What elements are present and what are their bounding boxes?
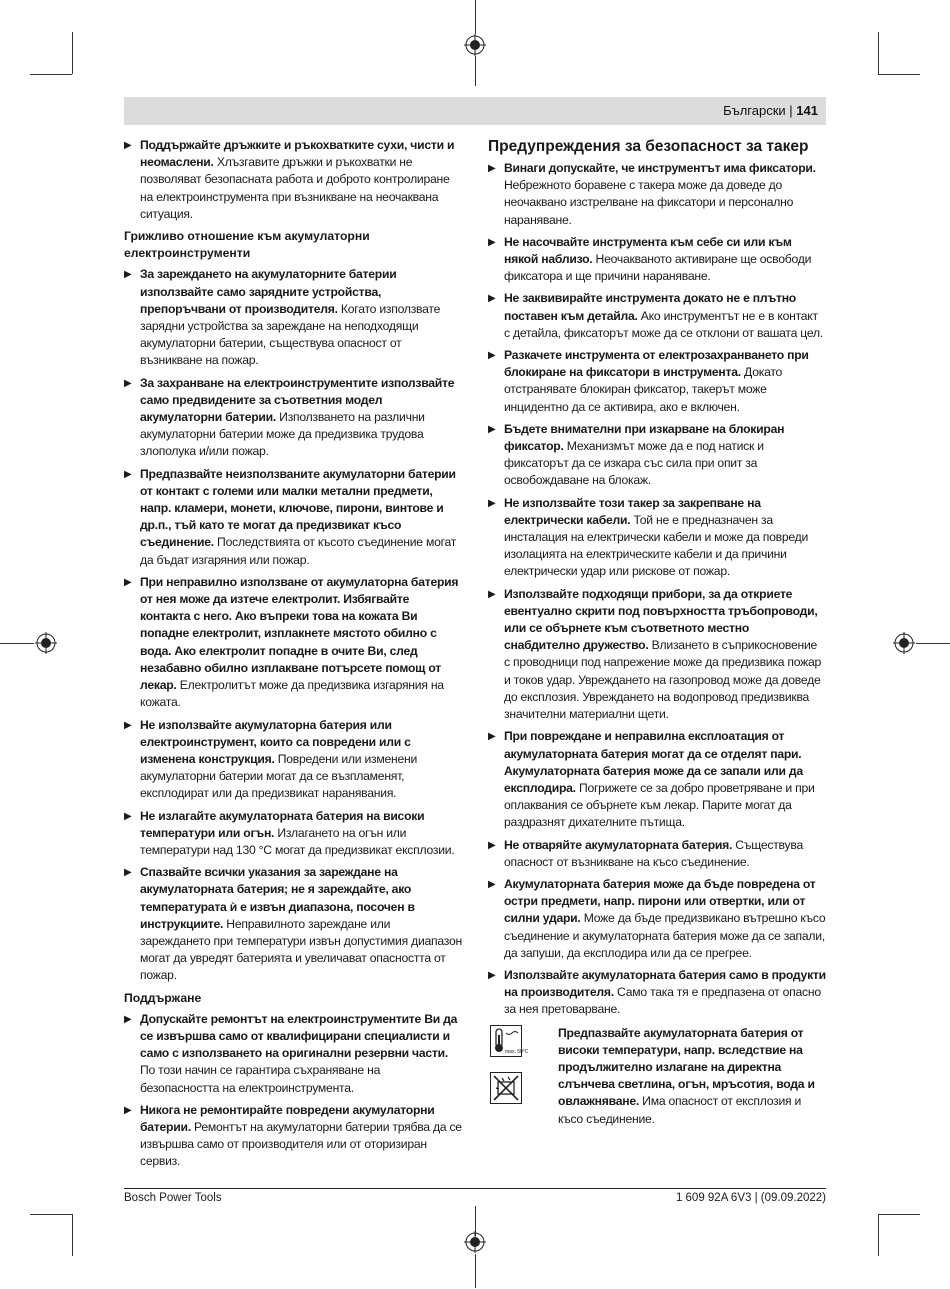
list-item — [124, 266, 462, 369]
list-item — [488, 347, 826, 416]
bullet-arrow-icon: ▶ — [488, 163, 496, 174]
item-body-text: Той не е предназначен за инсталация на електрически кабели и може да повреди изолацията на електрическите кабели и да причини електрически удар или рискове от пожар. — [504, 512, 809, 579]
crop-mark — [916, 643, 950, 644]
item-bold-text: Акумулаторната батерия може да бъде повредена от остри предмети, напр. пирони или отвертки, или от силни удари. — [504, 876, 816, 926]
right-items — [488, 160, 826, 1019]
list-item — [124, 574, 462, 712]
item-body-text: Механизмът може да е под натиск и фиксаторът да се изкара със сила при опит за освобождаване на блокаж. — [504, 439, 764, 488]
icon-note-bold: Предпазвайте акумулаторната батерия от високи температури, напр. вследствие на продължително излагане на директна слънчева светлина, огън, мръсотия, вода и овлажняване. — [558, 1025, 815, 1109]
page-header — [124, 97, 826, 125]
bullet-arrow-icon: ▶ — [488, 350, 496, 362]
item-bold-text: Не използвайте този такер за закрепване на електрически кабели. — [504, 495, 761, 527]
bullet-arrow-icon: ▶ — [488, 497, 496, 509]
list-item — [124, 137, 462, 223]
header-language: Български — [723, 103, 786, 118]
item-body-text: Използването на различни акумулаторни батерии може да предизвика трудова злополука и/или пожар. — [140, 410, 425, 459]
item-body-text: Погрижете се за добро проветряване и при оплаквания се обърнете към лекар. Парите могат да раздразнят дихателните пътища. — [504, 780, 815, 830]
item-body-text: Повредени или изменени акумулаторни батерии могат да се възпламенят, експлодират или да предизвикат наранявания. — [140, 751, 418, 801]
crop-mark — [0, 643, 34, 644]
list-item — [488, 495, 826, 581]
list-item — [124, 717, 462, 803]
icon-note — [488, 1025, 826, 1128]
item-bold-text: Бъдете внимателни при изкарване на блокиран фиксатор. — [504, 421, 785, 454]
icon-group — [488, 1025, 558, 1128]
item-bold-text: Не излагайте акумулаторната батерия на високи температури или огън. — [140, 808, 425, 840]
item-bold-text: При неправилно използване от акумулаторна батерия от нея може да изтече електролит. Избягвайте контакта с него. Ако въпреки това на кожата Ви попадне електролит, изплакнете мястото обилно с вода. Ако електролит попадне в очите Ви, след незабавно обилно изплакване потърсете помощ от лекар. — [140, 574, 459, 693]
item-bold-text: За зареждането на акумулаторните батерии използвайте само зарядните устройства, препоръчвани от производителя. — [140, 267, 397, 316]
crop-mark — [475, 1254, 476, 1288]
bullet-arrow-icon: ▶ — [124, 1104, 132, 1116]
item-body-text: Когато използвате зарядни устройства за зареждане на неподходящи акумулаторни батерии, съществува опасност от възникване на пожар. — [140, 301, 441, 368]
item-body-text: Неочакваното активиране ще освободи фиксатора и ще причини нараняване. — [504, 252, 812, 284]
crop-mark — [475, 56, 476, 86]
crop-mark — [72, 1214, 73, 1256]
list-item — [488, 160, 826, 229]
item-bold-text: Използвайте подходящи прибори, за да откриете евентуално скрити под повърхността тръбопроводи, или се обърнете към съответното местно снабдително дружество. — [504, 586, 818, 653]
item-body-text: Неправилното зареждане или зареждането при температури извън допустимия диапазон могат да увредят батерията и увеличават опасността от пожар. — [140, 916, 462, 983]
item-bold-text: Не насочвайте инструмента към себе си или към някой наблизо. — [504, 234, 792, 267]
item-body-text: Ремонтът на акумулаторни батерии трябва да се извършва само от производителя или от оторизиран сервиз. — [140, 1119, 462, 1169]
list-item — [488, 234, 826, 286]
bullet-arrow-icon: ▶ — [124, 867, 132, 879]
footer-brand: Bosch Power Tools — [124, 1192, 222, 1204]
registration-mark-icon — [464, 1231, 486, 1253]
item-bold-text: Разкачете инструмента от електрозахранването при блокиране на фиксатори в инструмента. — [504, 348, 809, 380]
crop-mark — [475, 0, 476, 34]
icon-note-body: Има опасност от експлозия и късо съединение. — [558, 1094, 802, 1126]
item-bold-text: Използвайте акумулаторната батерия само в продукти на производителя. — [504, 967, 826, 1000]
item-body-text: Последствията от късото съединение могат да бъдат изгаряния или пожар. — [140, 535, 457, 567]
item-bold-text: За захранване на електроинструментите използвайте само предвидените за съответния модел акумулаторни батерии. — [140, 375, 455, 425]
crop-mark — [878, 1214, 920, 1215]
bullet-arrow-icon: ▶ — [124, 1013, 132, 1025]
item-bold-text: Не използвайте акумулаторна батерия или електроинструмент, които са повредени или с изменена конструкция. — [140, 717, 411, 766]
thermometer-icon — [490, 1025, 529, 1057]
item-bold-text: При повреждане и неправилна експлоатация от акумулаторната батерия могат да се отделят пари. Акумулаторната батерия може да се запали или да експлодира. — [504, 729, 803, 795]
bullet-arrow-icon: ▶ — [124, 576, 132, 588]
bullet-arrow-icon: ▶ — [124, 377, 132, 389]
list-item — [488, 837, 826, 871]
stapler-section-title: Предупреждения за безопасност за такер — [488, 138, 809, 155]
crop-mark — [30, 1214, 72, 1215]
item-body-text: Влизането в съприкосновение с проводници под напрежение може да предизвика пожар и токов удар. Увреждането на газопровод може да доведе до експлозия. Увреждането на водопровод предизвиква значителни материални щети. — [504, 638, 822, 722]
footer-rule — [124, 1188, 826, 1189]
no-water-icon — [490, 1072, 522, 1104]
list-item — [124, 466, 462, 569]
list-item — [488, 421, 826, 490]
crop-mark — [30, 74, 72, 75]
page-number: 141 — [796, 103, 818, 118]
item-body-text: По този начин се гарантира съхраняване на безопасността на електроинструмента. — [140, 1063, 381, 1095]
item-body-text: Докато отстранявате блокиран фиксатор, такерът може инцидентно да се активира, ако е включен. — [504, 365, 783, 414]
registration-mark-icon — [893, 632, 915, 654]
left-column — [124, 137, 462, 1176]
battery-section-title: Грижливо отношение към акумулаторни електроинструменти — [124, 229, 370, 261]
item-bold-text: Предпазвайте неизползваните акумулаторни батерии от контакт с големи или малки метални предмети, напр. кламери, монети, ключове, пирони, винтове и др.п., тъй като те могат да предизвикат късо съединение. — [140, 466, 456, 550]
item-body-text: Електролитът може да предизвика изгаряния на кожата. — [140, 678, 444, 710]
registration-mark-icon — [464, 34, 486, 56]
right-column — [488, 137, 826, 1128]
list-item — [488, 728, 826, 831]
item-body-text: Съществува опасност от възникване на късо съединение. — [504, 837, 803, 869]
item-body-text: Ако инструментът не е в контакт с детайла, фиксаторът може да се отклони от вашата цел. — [504, 308, 823, 340]
list-item — [488, 290, 826, 342]
bullet-arrow-icon: ▶ — [488, 839, 496, 851]
item-body-text: Само така тя е предпазена от опасно за нея претоварване. — [504, 985, 821, 1017]
item-body-text: Излагането на огън или температури над 130 °C могат да предизвикат експлозии. — [140, 825, 455, 857]
icon-note-text — [558, 1025, 826, 1128]
item-bold-text: Спазвайте всички указания за зареждане на акумулаторната батерия; не я зареждайте, ако температурата ѝ е извън диапазона, посочен в инструкциите. — [140, 865, 415, 931]
bullet-arrow-icon: ▶ — [124, 140, 132, 151]
bullet-arrow-icon: ▶ — [488, 731, 496, 743]
item-bold-text: Никога не ремонтирайте повредени акумулаторни батерии. — [140, 1102, 435, 1134]
service-section-title: Поддържане — [124, 990, 202, 1005]
item-bold-text: Винаги допускайте, че инструментът има фиксатори. — [504, 161, 816, 175]
header-text: Български | 141 — [723, 103, 818, 118]
bullet-arrow-icon: ▶ — [124, 810, 132, 822]
list-item — [488, 876, 826, 962]
registration-mark-icon — [35, 632, 57, 654]
item-body-text: Може да бъде предизвикано вътрешно късо съединение и акумулаторната батерия може да се запали, да запуши, да експлодира или да се прегрее. — [504, 911, 826, 960]
bullet-arrow-icon: ▶ — [124, 468, 132, 480]
icon-temp-label: max. 50°C — [505, 1048, 529, 1055]
list-item — [124, 864, 462, 984]
list-item — [124, 375, 462, 461]
crop-mark — [878, 74, 920, 75]
footer-doc-id: 1 609 92A 6V3 | (09.09.2022) — [675, 1192, 826, 1204]
battery-items — [124, 266, 462, 984]
bullet-arrow-icon: ▶ — [488, 588, 496, 600]
left-items-a — [124, 137, 462, 223]
item-bold-text: Допускайте ремонтът на електроинструментите Ви да се извършва само от квалифицирани специалисти и само с използването на оригинални резервни части. — [140, 1011, 458, 1061]
bullet-arrow-icon: ▶ — [488, 878, 496, 890]
list-item — [124, 1102, 462, 1171]
item-body-text: Хлъзгавите дръжки и ръкохватки не позволяват безопасната работа и доброто контролиране на електроинструмента при възникване на неочаквана ситуация. — [140, 155, 450, 221]
list-item — [488, 586, 826, 724]
item-bold-text: Не отваряйте акумулаторната батерия. — [504, 837, 733, 852]
list-item — [124, 1011, 462, 1097]
bullet-arrow-icon: ▶ — [124, 269, 132, 281]
crop-mark — [878, 32, 879, 74]
item-bold-text: Поддържайте дръжките и ръкохватките сухи, чисти и неомаслени. — [140, 138, 455, 170]
service-items — [124, 1011, 462, 1171]
bullet-arrow-icon: ▶ — [488, 236, 496, 248]
bullet-arrow-icon: ▶ — [488, 423, 496, 435]
item-bold-text: Не заквивирайте инструмента докато не е плътно поставен към детайла. — [504, 291, 796, 323]
list-item — [488, 967, 826, 1019]
item-body-text: Небрежното боравене с такера може да доведе до неочаквано изстрелване на фиксатори и персонално нараняване. — [504, 178, 794, 227]
bullet-arrow-icon: ▶ — [488, 969, 496, 981]
bullet-arrow-icon: ▶ — [124, 719, 132, 731]
bullet-arrow-icon: ▶ — [488, 293, 496, 305]
crop-mark — [72, 32, 73, 74]
crop-mark — [878, 1214, 879, 1256]
list-item — [124, 808, 462, 860]
